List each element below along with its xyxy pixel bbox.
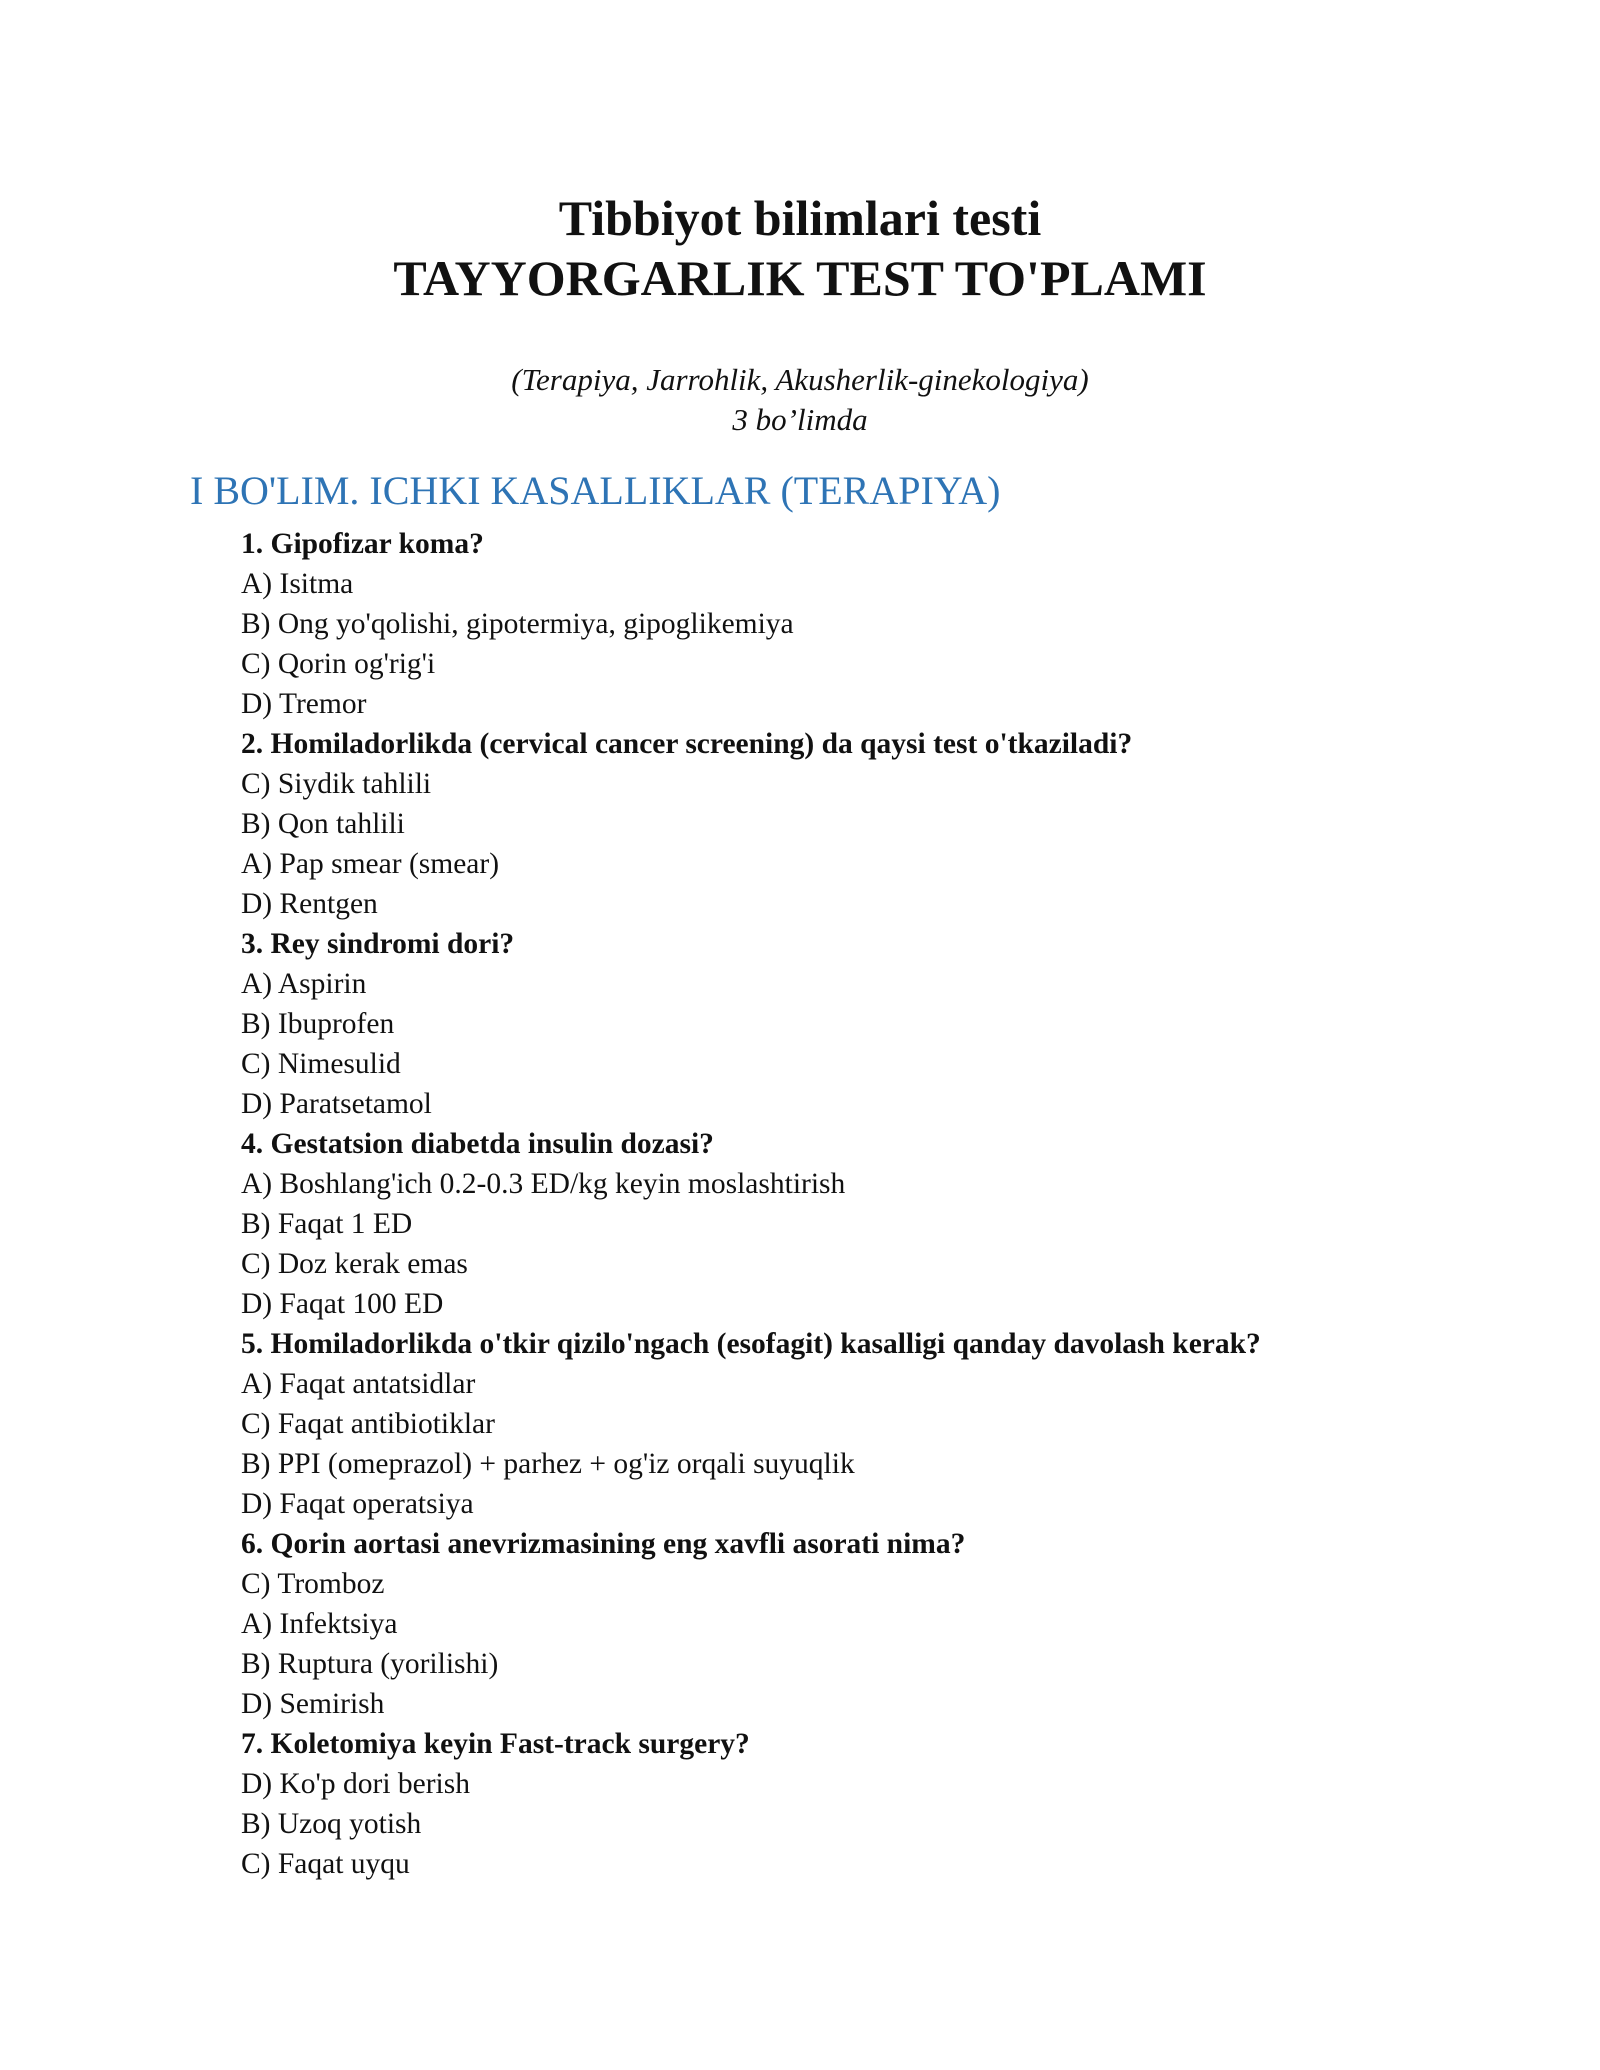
question-text: 4. Gestatsion diabetda insulin dozasi? <box>241 1128 714 1160</box>
answer-option: D) Semirish <box>241 1688 385 1720</box>
question-text: 2. Homiladorlikda (cervical cancer screening) da qaysi test o'tkaziladi? <box>241 728 1133 760</box>
answer-option: C) Doz kerak emas <box>241 1248 468 1280</box>
question-text: 3. Rey sindromi dori? <box>241 928 515 960</box>
title-line-1: Tibbiyot bilimlari testi <box>558 190 1042 246</box>
answer-option: B) Uzoq yotish <box>241 1808 422 1840</box>
answer-option: D) Faqat 100 ED <box>241 1288 444 1320</box>
answer-option: C) Faqat antibiotiklar <box>241 1408 495 1440</box>
answer-option: A) Isitma <box>241 568 354 600</box>
title-line-2: TAYYORGARLIK TEST TO'PLAMI <box>393 250 1207 306</box>
question-text: 7. Koletomiya keyin Fast-track surgery? <box>241 1728 750 1760</box>
document-title <box>0 188 1600 308</box>
answer-option: C) Siydik tahlili <box>241 768 432 800</box>
answer-option: D) Tremor <box>241 688 367 720</box>
answer-option: C) Qorin og'rig'i <box>241 648 436 680</box>
answer-option: C) Faqat uyqu <box>241 1848 410 1880</box>
document-subtitle <box>0 360 1600 440</box>
answer-option: D) Ko'p dori berish <box>241 1768 470 1800</box>
answer-option: A) Faqat antatsidlar <box>241 1368 476 1400</box>
question-list <box>241 524 1441 1884</box>
answer-option: A) Boshlang'ich 0.2-0.3 ED/kg keyin moslashtirish <box>241 1168 846 1200</box>
answer-option: C) Tromboz <box>241 1568 385 1600</box>
answer-option: C) Nimesulid <box>241 1048 401 1080</box>
question-text: 6. Qorin aortasi anevrizmasining eng xavfli asorati nima? <box>241 1528 966 1560</box>
answer-option: B) Ibuprofen <box>241 1008 395 1040</box>
answer-option: B) Ruptura (yorilishi) <box>241 1648 499 1680</box>
section-heading: I BO'LIM. ICHKI KASALLIKLAR (TERAPIYA) <box>190 468 1001 513</box>
answer-option: B) Ong yo'qolishi, gipotermiya, gipoglikemiya <box>241 608 794 640</box>
subtitle-line-2: 3 bo’limda <box>732 402 868 437</box>
answer-option: B) PPI (omeprazol) + parhez + og'iz orqali suyuqlik <box>241 1448 855 1480</box>
answer-option: A) Infektsiya <box>241 1608 398 1640</box>
answer-option: B) Qon tahlili <box>241 808 405 840</box>
question-text: 5. Homiladorlikda o'tkir qizilo'ngach (esofagit) kasalligi qanday davolash kerak? <box>241 1328 1261 1360</box>
answer-option: D) Faqat operatsiya <box>241 1488 474 1520</box>
answer-option: A) Pap smear (smear) <box>241 848 500 880</box>
answer-option: B) Faqat 1 ED <box>241 1208 413 1240</box>
question-text: 1. Gipofizar koma? <box>241 528 484 560</box>
subtitle-line-1: (Terapiya, Jarrohlik, Akusherlik-ginekologiya) <box>511 362 1089 397</box>
answer-option: D) Paratsetamol <box>241 1088 432 1120</box>
answer-option: D) Rentgen <box>241 888 378 920</box>
answer-option: A) Aspirin <box>241 968 367 1000</box>
